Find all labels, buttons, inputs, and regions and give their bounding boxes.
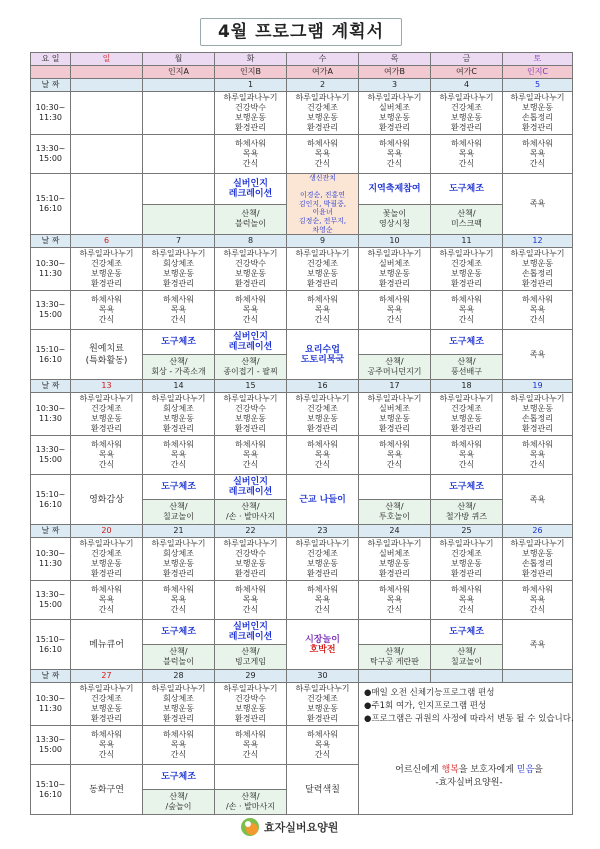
am-program: 하루일과나누기 건강체조 보행운동 환경관리 [431,92,503,135]
date-cell: 2 [287,79,359,92]
date-label: 날 짜 [31,670,71,683]
ev-activity-bottom: 산책/ /숲놀이 [143,790,215,815]
pm-program: 하체사워 목욕 간식 [215,436,287,475]
ev-activity-bottom: 산책/ /손 · 발마사지 [215,500,287,525]
pm-program: 하체사워 목욕 간식 [287,436,359,475]
date-label: 날 짜 [31,525,71,538]
wednesday-activity: 근교 나들이 [287,475,359,525]
ev-activity-bottom [143,204,215,235]
am-program: 하루일과나누기 실버체조 보행운동 환경관리 [359,248,431,291]
am-program: 하루일과나누기 건강체조 보행운동 환경관리 [287,538,359,581]
am-program: 하루일과나누기 건강체조 보행운동 환경관리 [431,248,503,291]
time-label: 15:10~ 16:10 [31,765,71,815]
pm-program: 하체사워 목욕 간식 [287,291,359,330]
time-label: 13:30~ 15:00 [31,581,71,620]
ev-activity-bottom: 산책/ 빙고게임 [215,645,287,670]
ev-activity-top: 도구체조 [143,475,215,500]
date-cell: 5 [503,79,573,92]
pm-program: 하체사워 목욕 간식 [71,436,143,475]
ev-activity-top: 실버인지 레크레이션 [215,330,287,355]
pm-program: 하체사워 목욕 간식 [215,726,287,765]
saturday-activity: 족욕 [503,620,573,670]
am-program: 하루일과나누기 건강체조 보행운동 환경관리 [71,538,143,581]
date-cell: 30 [287,670,359,683]
wednesday-activity: 요리수업 도토리묵국 [287,330,359,380]
am-program: 하루일과나누기 건강체조 보행운동 환경관리 [287,393,359,436]
date-cell: 8 [215,235,287,248]
ev-activity-top [359,330,431,355]
ev-activity-top [215,765,287,790]
pm-program: 하체사워 목욕 간식 [287,726,359,765]
ev-activity-bottom: 산책/ 회상 - 가족소개 [143,355,215,380]
header-group: 인지A [143,66,215,79]
ev-activity-top: 지역축제참여 [359,174,431,205]
header-label: 요 일 [31,53,71,66]
date-row [31,235,573,248]
ev-activity-top: 실버인지 레크레이션 [215,620,287,645]
wednesday-activity: 달력색칠 [287,765,359,815]
saturday-activity: 족욕 [503,330,573,380]
header-day: 금 [431,53,503,66]
date-cell: 27 [71,670,143,683]
header-day: 수 [287,53,359,66]
ev-activity-top [359,620,431,645]
sunday-activity [71,174,143,235]
logo-icon [240,817,260,837]
event-title: 시장놀이 [305,634,340,645]
am-program: 하루일과나누기 회상체조 보행운동 환경관리 [143,683,215,726]
sunday-activity: 메뉴큐어 [71,620,143,670]
time-label: 13:30~ 15:00 [31,291,71,330]
pm-program: 하체사워 목욕 간식 [143,581,215,620]
time-label: 15:10~ 16:10 [31,475,71,525]
pm-program: 하체사워 목욕 간식 [143,436,215,475]
pm-program: 하체사워 목욕 간식 [503,581,573,620]
header-group: 인지C [503,66,573,79]
am-program: 하루일과나누기 실버체조 보행운동 환경관리 [359,538,431,581]
date-cell [71,79,143,92]
time-label: 10:30~ 11:30 [31,92,71,135]
header-group: 인지B [215,66,287,79]
pm-program [143,135,215,174]
time-label: 10:30~ 11:30 [31,393,71,436]
ev-activity-top: 도구체조 [431,475,503,500]
pm-program: 하체사워 목욕 간식 [287,581,359,620]
time-label: 15:10~ 16:10 [31,174,71,235]
date-cell: 15 [215,380,287,393]
am-program [143,92,215,135]
ev-activity-bottom: 산책/ 공주머니던지기 [359,355,431,380]
date-cell [503,670,573,683]
ev-row-top [31,475,573,500]
pm-program: 하체사워 목욕 간식 [143,291,215,330]
logo-name: 효자실버요양원 [264,821,339,834]
date-cell: 14 [143,380,215,393]
header-group: 여가B [359,66,431,79]
pm-program: 하체사워 목욕 간식 [71,291,143,330]
sunday-activity: 영화감상 [71,475,143,525]
message-box [364,764,574,790]
header-days [31,53,573,66]
ev-activity-bottom: 산책/ 미스크팩 [431,204,503,235]
ev-row-top [31,330,573,355]
pm-row [31,581,573,620]
date-cell: 26 [503,525,573,538]
am-program: 하루일과나누기 보행운동 손톱정리 환경관리 [503,248,573,291]
pm-row [31,436,573,475]
logo [240,815,380,839]
ev-activity-top: 도구체조 [431,174,503,205]
date-row [31,670,573,683]
date-row [31,380,573,393]
pm-program: 하체사워 목욕 간식 [359,135,431,174]
header-blank [31,66,71,79]
header-group [71,66,143,79]
date-row [31,79,573,92]
am-row [31,248,573,291]
date-label: 날 짜 [31,79,71,92]
date-cell: 10 [359,235,431,248]
note-item: ●프로그램은 귀원의 사정에 따라서 변동 될 수 있습니다. [364,714,574,724]
am-program: 하루일과나누기 회상체조 보행운동 환경관리 [143,393,215,436]
date-cell: 4 [431,79,503,92]
am-row [31,538,573,581]
am-program: 하루일과나누기 회상체조 보행운동 환경관리 [143,248,215,291]
am-program: 하루일과나누기 건강체조 보행운동 환경관리 [71,683,143,726]
am-program [71,92,143,135]
date-cell: 19 [503,380,573,393]
ev-activity-top [143,174,215,205]
am-program: 하루일과나누기 회상체조 보행운동 환경관리 [143,538,215,581]
date-cell: 18 [431,380,503,393]
ev-activity-bottom: 산책/ 철가방 퀴즈 [431,500,503,525]
ev-activity-top [359,475,431,500]
header-group: 여가C [431,66,503,79]
date-row [31,525,573,538]
wednesday-activity [287,620,359,670]
ev-row-top [31,620,573,645]
ev-activity-bottom: 산책/ 투호놀이 [359,500,431,525]
message-line: 어르신에게 행복을 보호자에게 믿음을 [395,765,543,775]
date-cell: 12 [503,235,573,248]
pm-program: 하체사워 목욕 간식 [503,135,573,174]
am-program: 하루일과나누기 건강체조 보행운동 환경관리 [287,92,359,135]
date-cell: 9 [287,235,359,248]
time-label: 10:30~ 11:30 [31,248,71,291]
header-day: 일 [71,53,143,66]
date-cell: 11 [431,235,503,248]
ev-row-top [31,174,573,205]
pm-program: 하체사워 목욕 간식 [215,581,287,620]
ev-activity-bottom: 산책/ /손 · 발마사지 [215,790,287,815]
ev-activity-top: 도구체조 [143,765,215,790]
am-program: 하루일과나누기 건강체조 보행운동 환경관리 [71,248,143,291]
date-cell: 20 [71,525,143,538]
date-cell: 23 [287,525,359,538]
note-item: ●매일 오전 신체기능프로그램 편성 [364,688,495,698]
am-program: 하루일과나누기 건강체조 보행운동 환경관리 [287,683,359,726]
saturday-activity: 족욕 [503,475,573,525]
pm-program: 하체사워 목욕 간식 [71,726,143,765]
am-program: 하루일과나누기 건강박수 보행운동 환경관리 [215,393,287,436]
date-cell [143,79,215,92]
time-label: 10:30~ 11:30 [31,538,71,581]
am-program: 하루일과나누기 보행운동 손톱정리 환경관리 [503,92,573,135]
date-label: 날 짜 [31,380,71,393]
am-program: 하루일과나누기 건강체조 보행운동 환경관리 [431,538,503,581]
saturday-activity: 족욕 [503,174,573,235]
header-day: 월 [143,53,215,66]
notes-box [364,687,574,726]
header-groups [31,66,573,79]
ev-activity-top: 도구체조 [431,330,503,355]
pm-program: 하체사워 목욕 간식 [431,135,503,174]
message-sign: -효자실버요양원- [435,778,503,788]
pm-program: 하체사워 목욕 간식 [431,581,503,620]
header-day: 화 [215,53,287,66]
date-cell [431,670,503,683]
am-program: 하루일과나누기 건강체조 보행운동 환경관리 [71,393,143,436]
pm-program [71,135,143,174]
am-program: 하루일과나누기 보행운동 손톱정리 환경관리 [503,393,573,436]
am-row [31,393,573,436]
pm-program: 하체사워 목욕 간식 [287,135,359,174]
ev-activity-bottom: 산책/ 풍선배구 [431,355,503,380]
date-cell: 6 [71,235,143,248]
pm-program: 하체사워 목욕 간식 [503,291,573,330]
sunday-activity: 원예치료 (특화활동) [71,330,143,380]
date-cell: 21 [143,525,215,538]
date-cell: 17 [359,380,431,393]
date-label: 날 짜 [31,235,71,248]
sunday-activity: 동화구연 [71,765,143,815]
header-group: 여가A [287,66,359,79]
date-cell: 13 [71,380,143,393]
note-item: ●주1회 여가, 인지프로그램 편성 [364,701,487,711]
am-program: 하루일과나누기 건강박수 보행운동 환경관리 [215,538,287,581]
ev-activity-bottom: 산책/ 탁구공 게란판 [359,645,431,670]
date-cell [359,670,431,683]
date-cell: 3 [359,79,431,92]
pm-program: 하체사워 목욕 간식 [359,581,431,620]
ev-activity-bottom: 산책/ 칠교놀이 [143,500,215,525]
am-program: 하루일과나누기 실버체조 보행운동 환경관리 [359,92,431,135]
date-cell: 1 [215,79,287,92]
am-row [31,92,573,135]
pm-program: 하체사워 목욕 간식 [215,291,287,330]
ev-activity-bottom: 산책/ 종이접기 - 팔찌 [215,355,287,380]
am-program: 하루일과나누기 보행운동 손톱정리 환경관리 [503,538,573,581]
date-cell: 29 [215,670,287,683]
pm-program: 하체사워 목욕 간식 [143,726,215,765]
pm-program: 하체사워 목욕 간식 [359,436,431,475]
pm-program: 하체사워 목욕 간식 [431,291,503,330]
time-label: 13:30~ 15:00 [31,726,71,765]
ev-activity-top: 실버인지 레크레이션 [215,475,287,500]
date-cell: 25 [431,525,503,538]
date-cell: 28 [143,670,215,683]
am-program: 하루일과나누기 건강체조 보행운동 환경관리 [287,248,359,291]
pm-program: 하체사워 목욕 간식 [431,436,503,475]
page-title: 4월 프로그램 계획서 [200,18,402,46]
ev-activity-bottom: 꽃놀이 영상시청 [359,204,431,235]
pm-program: 하체사워 목욕 간식 [503,436,573,475]
am-program: 하루일과나누기 건강체조 보행운동 환경관리 [431,393,503,436]
header-day: 토 [503,53,573,66]
ev-activity-top: 실버인지 레크레이션 [215,174,287,205]
date-cell: 22 [215,525,287,538]
time-label: 13:30~ 15:00 [31,436,71,475]
am-program: 하루일과나누기 건강박수 보행운동 환경관리 [215,683,287,726]
event-detail: 호박전 [309,644,336,655]
pm-row [31,135,573,174]
header-day: 목 [359,53,431,66]
birthday-party: 생신잔치 이경순, 진홍연 김인지, 박필중, 이윤녀 김정순, 전무지, 차영순 [287,174,359,235]
time-label: 13:30~ 15:00 [31,135,71,174]
pm-row [31,291,573,330]
pm-program: 하체사워 목욕 간식 [71,581,143,620]
ev-activity-bottom: 산책/ 블럭놀이 [143,645,215,670]
time-label: 15:10~ 16:10 [31,330,71,380]
am-program: 하루일과나누기 실버체조 보행운동 환경관리 [359,393,431,436]
date-cell: 16 [287,380,359,393]
ev-activity-top: 도구체조 [143,330,215,355]
am-program: 하루일과나누기 건강박수 보행운동 환경관리 [215,248,287,291]
date-cell: 7 [143,235,215,248]
time-label: 10:30~ 11:30 [31,683,71,726]
date-cell: 24 [359,525,431,538]
ev-activity-bottom: 산책/ 칠교놀이 [431,645,503,670]
time-label: 15:10~ 16:10 [31,620,71,670]
ev-activity-top: 도구체조 [143,620,215,645]
am-program: 하루일과나누기 건강박수 보행운동 환경관리 [215,92,287,135]
pm-program: 하체사워 목욕 간식 [215,135,287,174]
ev-activity-bottom: 산책/ 블럭놀이 [215,204,287,235]
ev-activity-top: 도구체조 [431,620,503,645]
pm-program: 하체사워 목욕 간식 [359,291,431,330]
